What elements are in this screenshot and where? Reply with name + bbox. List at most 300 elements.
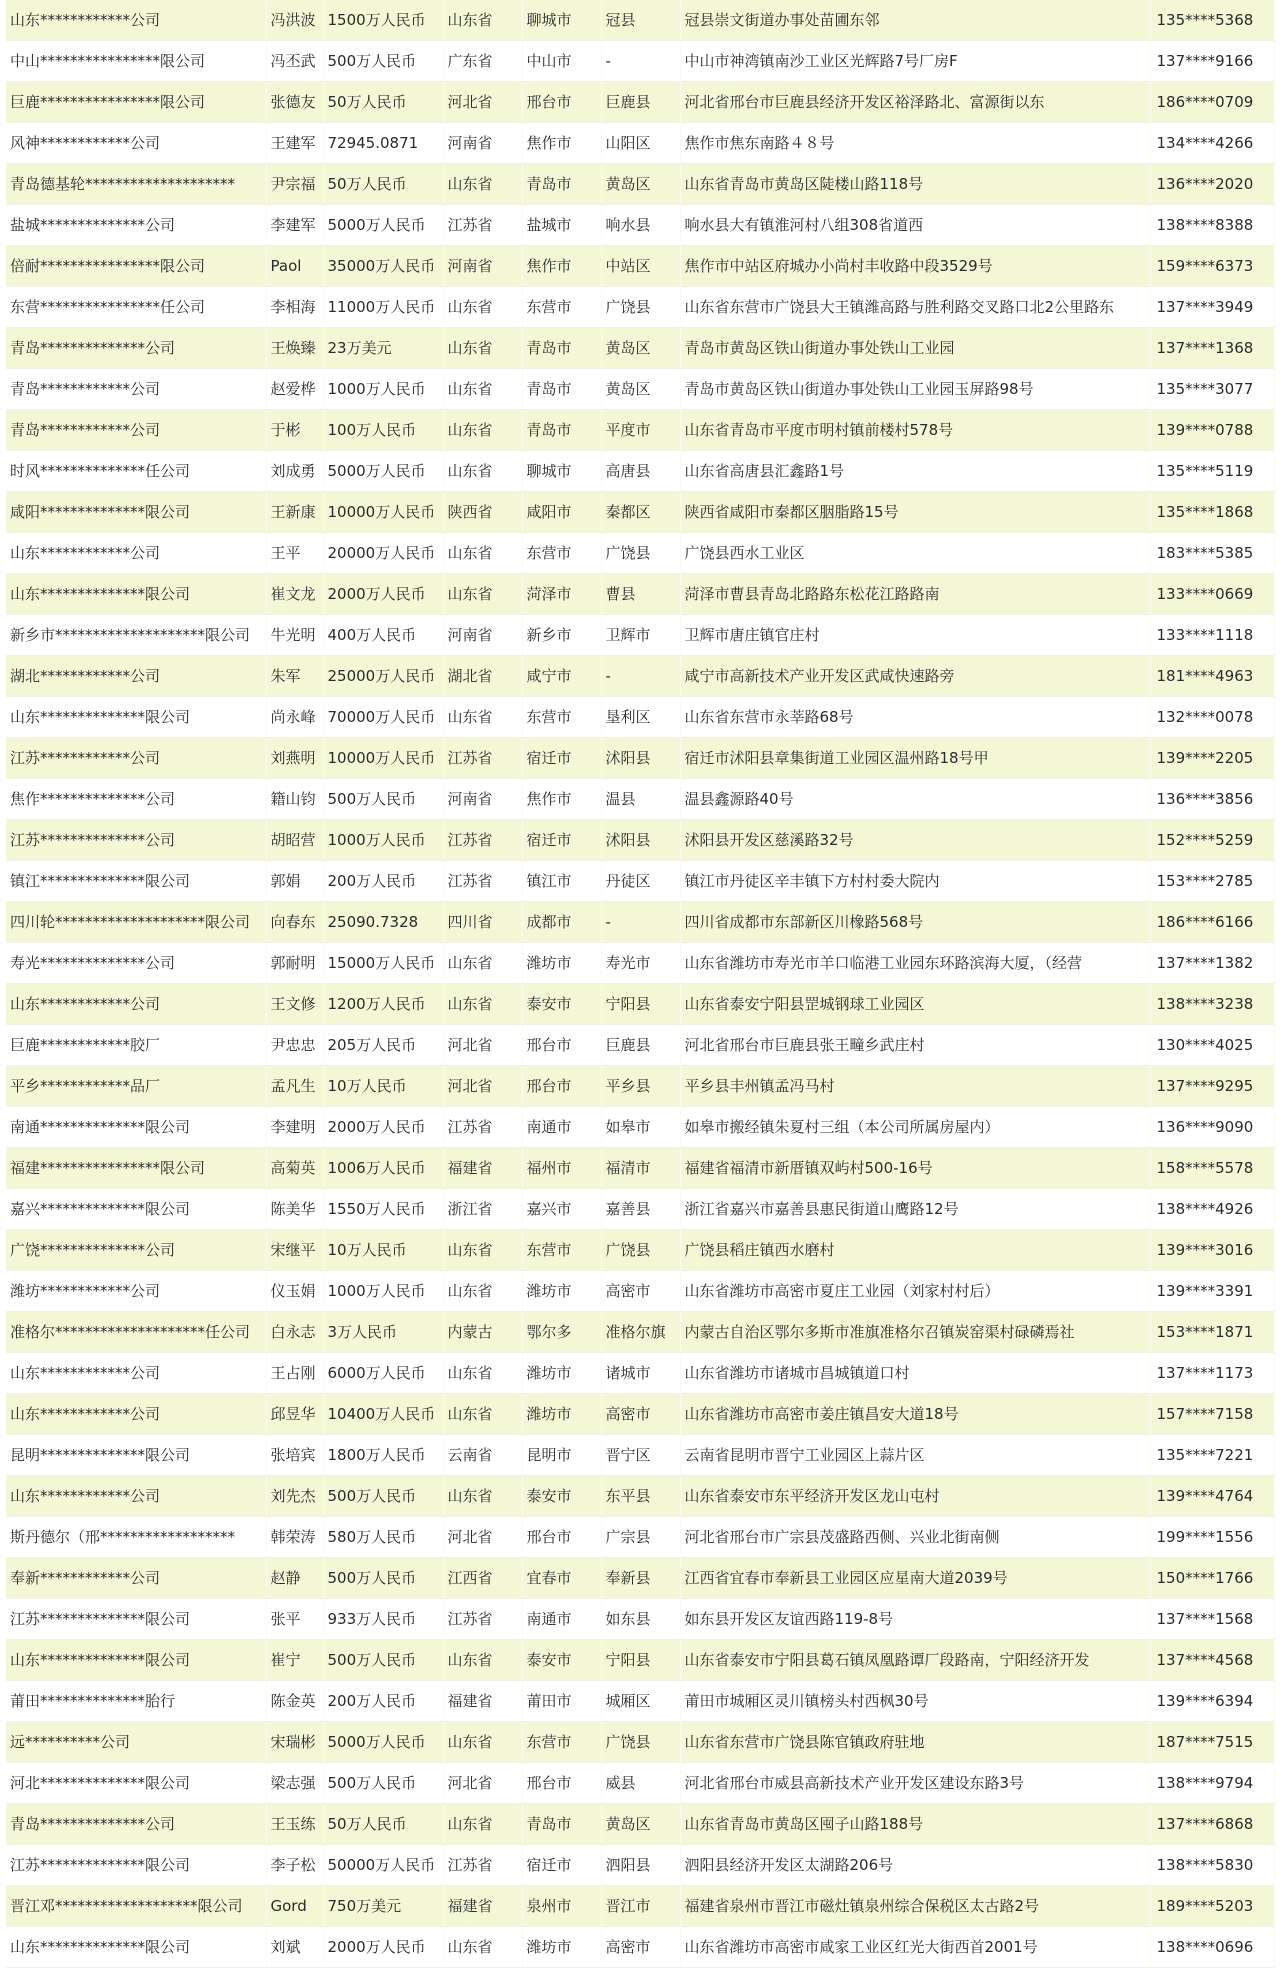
province-cell: 江苏省 bbox=[443, 1107, 522, 1148]
address-cell: 陕西省咸阳市秦都区胭脂路15号 bbox=[680, 492, 1150, 533]
county-cell: 响水县 bbox=[601, 205, 680, 246]
city-cell: 盐城市 bbox=[522, 205, 601, 246]
province-cell: 江西省 bbox=[443, 1558, 522, 1599]
city-cell: 青岛市 bbox=[522, 369, 601, 410]
legal-person-cell: 尹宗福 bbox=[266, 164, 323, 205]
registered-capital-cell: 3万人民币 bbox=[323, 1312, 443, 1353]
address-cell: 中山市神湾镇南沙工业区光辉路7号厂房F bbox=[680, 41, 1150, 82]
company-name-cell: 江苏**************限公司 bbox=[6, 1845, 266, 1886]
province-cell: 福建省 bbox=[443, 1148, 522, 1189]
county-cell: 黄岛区 bbox=[601, 369, 680, 410]
table-row bbox=[6, 1558, 1274, 1599]
city-cell: 邢台市 bbox=[522, 1066, 601, 1107]
table-row bbox=[6, 123, 1274, 164]
address-cell: 冠县崇文街道办事处苗圃东邻 bbox=[680, 0, 1150, 41]
phone-cell: 157****7158 bbox=[1150, 1394, 1274, 1435]
province-cell: 山东省 bbox=[443, 984, 522, 1025]
legal-person-cell: 于彬 bbox=[266, 410, 323, 451]
county-cell: 黄岛区 bbox=[601, 164, 680, 205]
company-name-cell: 四川轮********************限公司 bbox=[6, 902, 266, 943]
city-cell: 鄂尔多 bbox=[522, 1312, 601, 1353]
province-cell: 山东省 bbox=[443, 369, 522, 410]
county-cell: 黄岛区 bbox=[601, 1804, 680, 1845]
registered-capital-cell: 10000万人民币 bbox=[323, 738, 443, 779]
county-cell: 城厢区 bbox=[601, 1681, 680, 1722]
address-cell: 福建省泉州市晋江市磁灶镇泉州综合保税区太古路2号 bbox=[680, 1886, 1150, 1927]
company-name-cell: 平乡************品厂 bbox=[6, 1066, 266, 1107]
company-name-cell: 莆田**************胎行 bbox=[6, 1681, 266, 1722]
phone-cell: 138****8388 bbox=[1150, 205, 1274, 246]
table-row bbox=[6, 861, 1274, 902]
city-cell: 新乡市 bbox=[522, 615, 601, 656]
phone-cell: 152****5259 bbox=[1150, 820, 1274, 861]
legal-person-cell: 李建明 bbox=[266, 1107, 323, 1148]
legal-person-cell: 向春东 bbox=[266, 902, 323, 943]
company-name-cell: 镇江**************限公司 bbox=[6, 861, 266, 902]
county-cell: 广饶县 bbox=[601, 1230, 680, 1271]
province-cell: 河北省 bbox=[443, 1517, 522, 1558]
table-row bbox=[6, 779, 1274, 820]
county-cell: 高密市 bbox=[601, 1927, 680, 1968]
address-cell: 青岛市黄岛区铁山街道办事处铁山工业园 bbox=[680, 328, 1150, 369]
address-cell: 山东省东营市广饶县陈官镇政府驻地 bbox=[680, 1722, 1150, 1763]
city-cell: 青岛市 bbox=[522, 164, 601, 205]
county-cell: 寿光市 bbox=[601, 943, 680, 984]
address-cell: 山东省泰安市东平经济开发区龙山屯村 bbox=[680, 1476, 1150, 1517]
company-name-cell: 新乡市********************限公司 bbox=[6, 615, 266, 656]
table-row bbox=[6, 1476, 1274, 1517]
legal-person-cell: 王玉练 bbox=[266, 1804, 323, 1845]
province-cell: 山东省 bbox=[443, 1230, 522, 1271]
company-name-cell: 盐城**************公司 bbox=[6, 205, 266, 246]
county-cell: 山阳区 bbox=[601, 123, 680, 164]
company-name-cell: 江苏**************限公司 bbox=[6, 1599, 266, 1640]
phone-cell: 137****1568 bbox=[1150, 1599, 1274, 1640]
table-row bbox=[6, 1148, 1274, 1189]
address-cell: 山东省青岛市黄岛区陡楼山路118号 bbox=[680, 164, 1150, 205]
county-cell: 高密市 bbox=[601, 1394, 680, 1435]
company-name-cell: 倍耐****************限公司 bbox=[6, 246, 266, 287]
table-row bbox=[6, 1189, 1274, 1230]
province-cell: 山东省 bbox=[443, 328, 522, 369]
city-cell: 聊城市 bbox=[522, 451, 601, 492]
phone-cell: 137****1368 bbox=[1150, 328, 1274, 369]
table-row bbox=[6, 656, 1274, 697]
address-cell: 山东省青岛市黄岛区囤子山路188号 bbox=[680, 1804, 1150, 1845]
legal-person-cell: 王文修 bbox=[266, 984, 323, 1025]
phone-cell: 138****4926 bbox=[1150, 1189, 1274, 1230]
legal-person-cell: 尚永峰 bbox=[266, 697, 323, 738]
legal-person-cell: 崔文龙 bbox=[266, 574, 323, 615]
legal-person-cell: 尹忠忠 bbox=[266, 1025, 323, 1066]
city-cell: 东营市 bbox=[522, 533, 601, 574]
table-row bbox=[6, 369, 1274, 410]
table-row bbox=[6, 451, 1274, 492]
registered-capital-cell: 205万人民币 bbox=[323, 1025, 443, 1066]
address-cell: 泗阳县经济开发区太湖路206号 bbox=[680, 1845, 1150, 1886]
company-name-cell: 广饶**************公司 bbox=[6, 1230, 266, 1271]
company-name-cell: 山东************公司 bbox=[6, 0, 266, 41]
phone-cell: 135****7221 bbox=[1150, 1435, 1274, 1476]
phone-cell: 186****0709 bbox=[1150, 82, 1274, 123]
province-cell: 广东省 bbox=[443, 41, 522, 82]
province-cell: 山东省 bbox=[443, 1271, 522, 1312]
province-cell: 陕西省 bbox=[443, 492, 522, 533]
company-name-cell: 奉新************公司 bbox=[6, 1558, 266, 1599]
address-cell: 河北省邢台市广宗县茂盛路西侧、兴业北街南侧 bbox=[680, 1517, 1150, 1558]
county-cell: 高密市 bbox=[601, 1271, 680, 1312]
legal-person-cell: 韩荣涛 bbox=[266, 1517, 323, 1558]
city-cell: 邢台市 bbox=[522, 1025, 601, 1066]
address-cell: 咸宁市高新技术产业开发区武咸快速路旁 bbox=[680, 656, 1150, 697]
phone-cell: 137****1382 bbox=[1150, 943, 1274, 984]
legal-person-cell: 宋继平 bbox=[266, 1230, 323, 1271]
phone-cell: 137****9295 bbox=[1150, 1066, 1274, 1107]
company-name-cell: 巨鹿************胶厂 bbox=[6, 1025, 266, 1066]
table-row bbox=[6, 328, 1274, 369]
county-cell: 广饶县 bbox=[601, 1722, 680, 1763]
phone-cell: 139****4764 bbox=[1150, 1476, 1274, 1517]
address-cell: 广饶县稻庄镇西水磨村 bbox=[680, 1230, 1150, 1271]
city-cell: 咸阳市 bbox=[522, 492, 601, 533]
county-cell: 巨鹿县 bbox=[601, 1025, 680, 1066]
registered-capital-cell: 1800万人民币 bbox=[323, 1435, 443, 1476]
table-row bbox=[6, 1353, 1274, 1394]
province-cell: 山东省 bbox=[443, 287, 522, 328]
province-cell: 江苏省 bbox=[443, 1845, 522, 1886]
address-cell: 山东省潍坊市寿光市羊口临港工业园东环路滨海大厦，（经营 bbox=[680, 943, 1150, 984]
legal-person-cell: 李相海 bbox=[266, 287, 323, 328]
legal-person-cell: 李建军 bbox=[266, 205, 323, 246]
address-cell: 青岛市黄岛区铁山街道办事处铁山工业园玉屏路98号 bbox=[680, 369, 1150, 410]
phone-cell: 136****9090 bbox=[1150, 1107, 1274, 1148]
legal-person-cell: 胡昭营 bbox=[266, 820, 323, 861]
county-cell: 广宗县 bbox=[601, 1517, 680, 1558]
registered-capital-cell: 50万人民币 bbox=[323, 164, 443, 205]
county-cell: 巨鹿县 bbox=[601, 82, 680, 123]
legal-person-cell: 刘燕明 bbox=[266, 738, 323, 779]
table-row bbox=[6, 1763, 1274, 1804]
city-cell: 焦作市 bbox=[522, 246, 601, 287]
phone-cell: 134****4266 bbox=[1150, 123, 1274, 164]
province-cell: 山东省 bbox=[443, 1640, 522, 1681]
province-cell: 河北省 bbox=[443, 82, 522, 123]
phone-cell: 181****4963 bbox=[1150, 656, 1274, 697]
legal-person-cell: 张德友 bbox=[266, 82, 323, 123]
table-row bbox=[6, 820, 1274, 861]
county-cell: 宁阳县 bbox=[601, 1640, 680, 1681]
province-cell: 河南省 bbox=[443, 615, 522, 656]
phone-cell: 133****1118 bbox=[1150, 615, 1274, 656]
company-name-cell: 青岛**************公司 bbox=[6, 1804, 266, 1845]
registered-capital-cell: 6000万人民币 bbox=[323, 1353, 443, 1394]
county-cell: 黄岛区 bbox=[601, 328, 680, 369]
company-name-cell: 时风**************任公司 bbox=[6, 451, 266, 492]
company-name-cell: 江苏************公司 bbox=[6, 738, 266, 779]
address-cell: 河北省邢台市巨鹿县张王疃乡武庄村 bbox=[680, 1025, 1150, 1066]
company-name-cell: 东营****************任公司 bbox=[6, 287, 266, 328]
county-cell: 如皋市 bbox=[601, 1107, 680, 1148]
county-cell: 平度市 bbox=[601, 410, 680, 451]
phone-cell: 136****2020 bbox=[1150, 164, 1274, 205]
phone-cell: 137****6868 bbox=[1150, 1804, 1274, 1845]
legal-person-cell: 郭耐明 bbox=[266, 943, 323, 984]
legal-person-cell: 王占刚 bbox=[266, 1353, 323, 1394]
province-cell: 湖北省 bbox=[443, 656, 522, 697]
city-cell: 聊城市 bbox=[522, 0, 601, 41]
company-name-cell: 福建****************限公司 bbox=[6, 1148, 266, 1189]
company-name-cell: 山东************公司 bbox=[6, 1476, 266, 1517]
address-cell: 山东省青岛市平度市明村镇前楼村578号 bbox=[680, 410, 1150, 451]
company-name-cell: 潍坊************公司 bbox=[6, 1271, 266, 1312]
city-cell: 宿迁市 bbox=[522, 1845, 601, 1886]
address-cell: 焦作市中站区府城办小尚村丰收路中段3529号 bbox=[680, 246, 1150, 287]
table-row bbox=[6, 1681, 1274, 1722]
address-cell: 焦作市焦东南路４８号 bbox=[680, 123, 1150, 164]
table-row bbox=[6, 1599, 1274, 1640]
county-cell: 晋宁区 bbox=[601, 1435, 680, 1476]
registered-capital-cell: 500万人民币 bbox=[323, 1558, 443, 1599]
address-cell: 山东省东营市广饶县大王镇潍高路与胜利路交叉路口北2公里路东 bbox=[680, 287, 1150, 328]
registered-capital-cell: 15000万人民币 bbox=[323, 943, 443, 984]
table-row bbox=[6, 1107, 1274, 1148]
company-name-cell: 山东**************限公司 bbox=[6, 574, 266, 615]
county-cell: 沭阳县 bbox=[601, 820, 680, 861]
county-cell: 奉新县 bbox=[601, 1558, 680, 1599]
legal-person-cell: 高菊英 bbox=[266, 1148, 323, 1189]
province-cell: 内蒙古 bbox=[443, 1312, 522, 1353]
company-name-cell: 山东************公司 bbox=[6, 984, 266, 1025]
registered-capital-cell: 400万人民币 bbox=[323, 615, 443, 656]
province-cell: 河南省 bbox=[443, 246, 522, 287]
province-cell: 四川省 bbox=[443, 902, 522, 943]
city-cell: 焦作市 bbox=[522, 779, 601, 820]
phone-cell: 139****6394 bbox=[1150, 1681, 1274, 1722]
company-name-cell: 青岛************公司 bbox=[6, 369, 266, 410]
legal-person-cell: Paol bbox=[266, 246, 323, 287]
table-row bbox=[6, 984, 1274, 1025]
company-name-cell: 河北**************限公司 bbox=[6, 1763, 266, 1804]
table-row bbox=[6, 1271, 1274, 1312]
county-cell: 丹徒区 bbox=[601, 861, 680, 902]
registered-capital-cell: 1000万人民币 bbox=[323, 1271, 443, 1312]
registered-capital-cell: 500万人民币 bbox=[323, 779, 443, 820]
city-cell: 南通市 bbox=[522, 1107, 601, 1148]
registered-capital-cell: 500万人民币 bbox=[323, 1476, 443, 1517]
province-cell: 山东省 bbox=[443, 697, 522, 738]
phone-cell: 158****5578 bbox=[1150, 1148, 1274, 1189]
city-cell: 成都市 bbox=[522, 902, 601, 943]
company-name-cell: 江苏**************公司 bbox=[6, 820, 266, 861]
province-cell: 河北省 bbox=[443, 1025, 522, 1066]
registered-capital-cell: 10000万人民币 bbox=[323, 492, 443, 533]
address-cell: 山东省潍坊市高密市姜庄镇昌安大道18号 bbox=[680, 1394, 1150, 1435]
legal-person-cell: 王建军 bbox=[266, 123, 323, 164]
company-table bbox=[6, 0, 1275, 1968]
phone-cell: 199****1556 bbox=[1150, 1517, 1274, 1558]
company-name-cell: 青岛德基轮******************** bbox=[6, 164, 266, 205]
table-row bbox=[6, 1435, 1274, 1476]
table-row bbox=[6, 1312, 1274, 1353]
legal-person-cell: 刘先杰 bbox=[266, 1476, 323, 1517]
legal-person-cell: 李子松 bbox=[266, 1845, 323, 1886]
legal-person-cell: 刘成勇 bbox=[266, 451, 323, 492]
city-cell: 南通市 bbox=[522, 1599, 601, 1640]
city-cell: 泉州市 bbox=[522, 1886, 601, 1927]
address-cell: 莆田市城厢区灵川镇榜头村西枫30号 bbox=[680, 1681, 1150, 1722]
county-cell: 嘉善县 bbox=[601, 1189, 680, 1230]
city-cell: 邢台市 bbox=[522, 1517, 601, 1558]
city-cell: 泰安市 bbox=[522, 984, 601, 1025]
registered-capital-cell: 10万人民币 bbox=[323, 1230, 443, 1271]
county-cell: 宁阳县 bbox=[601, 984, 680, 1025]
registered-capital-cell: 1500万人民币 bbox=[323, 0, 443, 41]
registered-capital-cell: 11000万人民币 bbox=[323, 287, 443, 328]
legal-person-cell: 白永志 bbox=[266, 1312, 323, 1353]
registered-capital-cell: 1000万人民币 bbox=[323, 369, 443, 410]
phone-cell: 135****1868 bbox=[1150, 492, 1274, 533]
province-cell: 山东省 bbox=[443, 1927, 522, 1968]
registered-capital-cell: 1006万人民币 bbox=[323, 1148, 443, 1189]
province-cell: 山东省 bbox=[443, 1804, 522, 1845]
phone-cell: 130****4025 bbox=[1150, 1025, 1274, 1066]
county-cell: 福清市 bbox=[601, 1148, 680, 1189]
registered-capital-cell: 1200万人民币 bbox=[323, 984, 443, 1025]
address-cell: 宿迁市沭阳县章集街道工业园区温州路18号甲 bbox=[680, 738, 1150, 779]
registered-capital-cell: 5000万人民币 bbox=[323, 205, 443, 246]
phone-cell: 150****1766 bbox=[1150, 1558, 1274, 1599]
province-cell: 江苏省 bbox=[443, 1599, 522, 1640]
province-cell: 浙江省 bbox=[443, 1189, 522, 1230]
city-cell: 潍坊市 bbox=[522, 1353, 601, 1394]
city-cell: 东营市 bbox=[522, 287, 601, 328]
county-cell: 冠县 bbox=[601, 0, 680, 41]
phone-cell: 153****2785 bbox=[1150, 861, 1274, 902]
phone-cell: 137****1173 bbox=[1150, 1353, 1274, 1394]
province-cell: 山东省 bbox=[443, 943, 522, 984]
address-cell: 卫辉市唐庄镇官庄村 bbox=[680, 615, 1150, 656]
legal-person-cell: 冯洪波 bbox=[266, 0, 323, 41]
company-name-cell: 嘉兴**************限公司 bbox=[6, 1189, 266, 1230]
county-cell: 泗阳县 bbox=[601, 1845, 680, 1886]
province-cell: 江苏省 bbox=[443, 205, 522, 246]
province-cell: 云南省 bbox=[443, 1435, 522, 1476]
province-cell: 山东省 bbox=[443, 1353, 522, 1394]
city-cell: 青岛市 bbox=[522, 328, 601, 369]
phone-cell: 138****5830 bbox=[1150, 1845, 1274, 1886]
county-cell: 中站区 bbox=[601, 246, 680, 287]
phone-cell: 183****5385 bbox=[1150, 533, 1274, 574]
province-cell: 山东省 bbox=[443, 574, 522, 615]
registered-capital-cell: 750万美元 bbox=[323, 1886, 443, 1927]
phone-cell: 159****6373 bbox=[1150, 246, 1274, 287]
address-cell: 山东省潍坊市诸城市昌城镇道口村 bbox=[680, 1353, 1150, 1394]
county-cell: 曹县 bbox=[601, 574, 680, 615]
table-row bbox=[6, 246, 1274, 287]
table-row bbox=[6, 205, 1274, 246]
company-name-cell: 中山****************限公司 bbox=[6, 41, 266, 82]
company-name-cell: 山东**************限公司 bbox=[6, 1927, 266, 1968]
province-cell: 山东省 bbox=[443, 1722, 522, 1763]
phone-cell: 136****3856 bbox=[1150, 779, 1274, 820]
address-cell: 四川省成都市东部新区川橡路568号 bbox=[680, 902, 1150, 943]
city-cell: 东营市 bbox=[522, 1230, 601, 1271]
address-cell: 福建省福清市新厝镇双屿村500-16号 bbox=[680, 1148, 1150, 1189]
province-cell: 河南省 bbox=[443, 123, 522, 164]
address-cell: 如皋市搬经镇朱夏村三组（本公司所属房屋内） bbox=[680, 1107, 1150, 1148]
phone-cell: 139****3016 bbox=[1150, 1230, 1274, 1271]
company-name-cell: 山东**************限公司 bbox=[6, 697, 266, 738]
address-cell: 镇江市丹徒区辛丰镇下方村村委大院内 bbox=[680, 861, 1150, 902]
legal-person-cell: 赵静 bbox=[266, 1558, 323, 1599]
table-row bbox=[6, 410, 1274, 451]
county-cell: 垦利区 bbox=[601, 697, 680, 738]
legal-person-cell: 张培宾 bbox=[266, 1435, 323, 1476]
legal-person-cell: 牛光明 bbox=[266, 615, 323, 656]
legal-person-cell: 王焕臻 bbox=[266, 328, 323, 369]
city-cell: 青岛市 bbox=[522, 410, 601, 451]
province-cell: 山东省 bbox=[443, 1476, 522, 1517]
phone-cell: 135****3077 bbox=[1150, 369, 1274, 410]
registered-capital-cell: 50万人民币 bbox=[323, 82, 443, 123]
legal-person-cell: 王新康 bbox=[266, 492, 323, 533]
registered-capital-cell: 35000万人民币 bbox=[323, 246, 443, 287]
county-cell: 平乡县 bbox=[601, 1066, 680, 1107]
phone-cell: 135****5368 bbox=[1150, 0, 1274, 41]
registered-capital-cell: 10万人民币 bbox=[323, 1066, 443, 1107]
registered-capital-cell: 72945.0871 bbox=[323, 123, 443, 164]
phone-cell: 187****7515 bbox=[1150, 1722, 1274, 1763]
province-cell: 河北省 bbox=[443, 1066, 522, 1107]
phone-cell: 139****2205 bbox=[1150, 738, 1274, 779]
registered-capital-cell: 500万人民币 bbox=[323, 41, 443, 82]
company-name-cell: 咸阳**************限公司 bbox=[6, 492, 266, 533]
city-cell: 福州市 bbox=[522, 1148, 601, 1189]
province-cell: 福建省 bbox=[443, 1886, 522, 1927]
province-cell: 山东省 bbox=[443, 451, 522, 492]
registered-capital-cell: 1000万人民币 bbox=[323, 820, 443, 861]
city-cell: 泰安市 bbox=[522, 1476, 601, 1517]
address-cell: 山东省泰安宁阳县罡城钢球工业园区 bbox=[680, 984, 1150, 1025]
registered-capital-cell: 5000万人民币 bbox=[323, 1722, 443, 1763]
phone-cell: 132****0078 bbox=[1150, 697, 1274, 738]
address-cell: 广饶县西水工业区 bbox=[680, 533, 1150, 574]
address-cell: 山东省潍坊市高密市咸家工业区红光大街西首2001号 bbox=[680, 1927, 1150, 1968]
company-table-container bbox=[6, 0, 1274, 1968]
registered-capital-cell: 50万人民币 bbox=[323, 1804, 443, 1845]
table-row bbox=[6, 1640, 1274, 1681]
registered-capital-cell: 500万人民币 bbox=[323, 1763, 443, 1804]
table-row bbox=[6, 287, 1274, 328]
city-cell: 宿迁市 bbox=[522, 738, 601, 779]
county-cell: 秦都区 bbox=[601, 492, 680, 533]
table-row bbox=[6, 0, 1274, 41]
company-table-body bbox=[6, 0, 1274, 1968]
city-cell: 邢台市 bbox=[522, 82, 601, 123]
registered-capital-cell: 10400万人民币 bbox=[323, 1394, 443, 1435]
county-cell: 高唐县 bbox=[601, 451, 680, 492]
legal-person-cell: 王平 bbox=[266, 533, 323, 574]
registered-capital-cell: 25000万人民币 bbox=[323, 656, 443, 697]
phone-cell: 135****5119 bbox=[1150, 451, 1274, 492]
address-cell: 山东省潍坊市高密市夏庄工业园（刘家村村后） bbox=[680, 1271, 1150, 1312]
table-row bbox=[6, 492, 1274, 533]
city-cell: 镇江市 bbox=[522, 861, 601, 902]
phone-cell: 137****9166 bbox=[1150, 41, 1274, 82]
address-cell: 响水县大有镇淮河村八组308省道西 bbox=[680, 205, 1150, 246]
registered-capital-cell: 50000万人民币 bbox=[323, 1845, 443, 1886]
address-cell: 温县鑫源路40号 bbox=[680, 779, 1150, 820]
